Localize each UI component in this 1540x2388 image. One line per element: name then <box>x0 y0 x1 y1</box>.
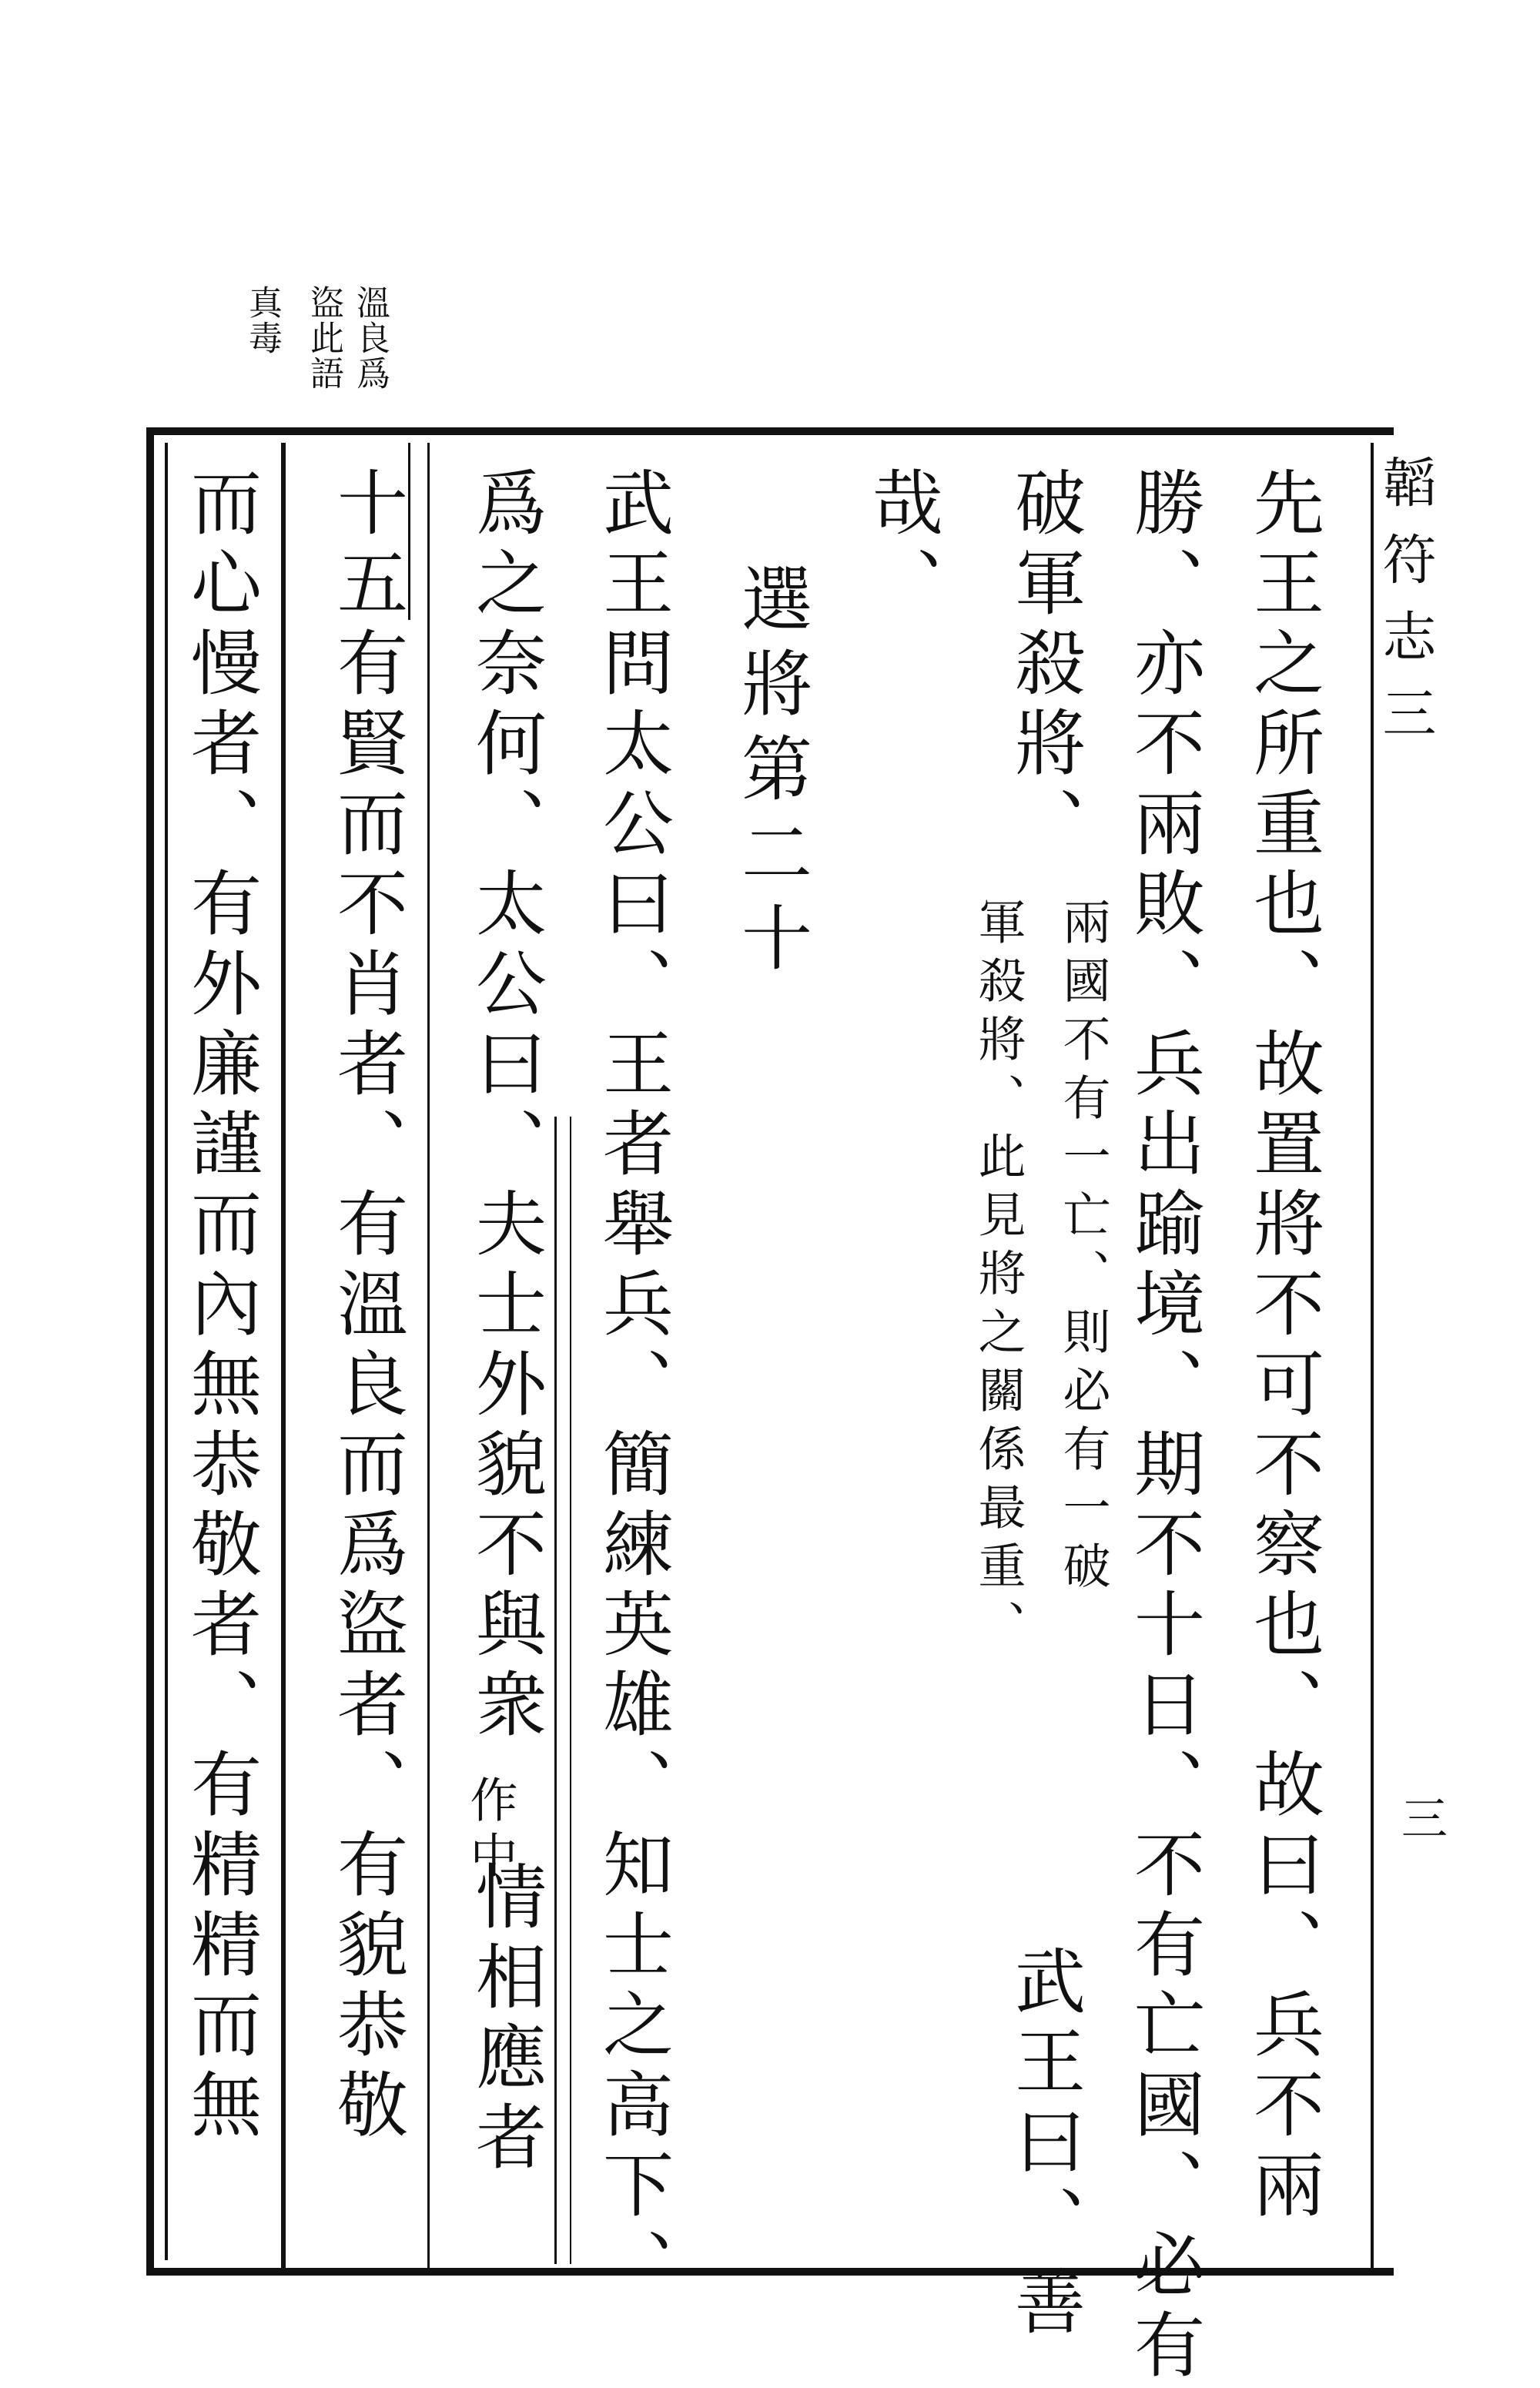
running-head-area <box>1374 431 1437 1355</box>
chapter-title: 選將第二十 <box>730 562 812 986</box>
folio-number: 三 <box>1394 1794 1448 1851</box>
column-rule-1 <box>427 443 430 2268</box>
column-rule-right <box>1371 443 1374 2268</box>
text-column-6-tail: 情相應者 <box>464 1860 547 2180</box>
text-column-7: 十五有賢而不肖者、有溫良而爲盜者、有貌恭敬 <box>326 466 408 2148</box>
text-column-8: 而心慢者、有外廉謹而內無恭敬者、有精精而無 <box>179 466 262 2148</box>
text-column-3: 破軍殺將、 <box>1003 466 1086 866</box>
marginal-note-line-1: 溫良爲 <box>350 285 390 391</box>
inline-note-column-6: 作中 <box>462 1775 518 1886</box>
text-column-6: 爲之奈何、太公曰、夫士外貌不與衆 <box>464 466 547 1747</box>
text-column-5: 武王問太公曰、王者舉兵、簡練英雄、知士之高下、 <box>591 466 674 2308</box>
column-rule-5 <box>408 443 410 620</box>
text-column-4: 哉、 <box>861 466 943 626</box>
text-column-2: 勝、亦不兩敗、兵出踰境、期不十日、不有亡國、必有 <box>1123 466 1205 2388</box>
commentary-column-3a: 兩國不有一亡、則必有一破 <box>1055 897 1111 1599</box>
commentary-column-3b: 軍殺將、此見將之關係最重、 <box>970 897 1026 1658</box>
column-rule-4 <box>570 1117 571 2264</box>
column-rule-2 <box>281 443 286 2268</box>
column-rule-3 <box>554 1117 557 2264</box>
text-column-1: 先王之所重也、故置將不可不察也、故曰、兵不兩 <box>1242 466 1324 2228</box>
running-head: 韜符志三 <box>1374 454 1437 762</box>
text-column-3-tail: 武王曰、善 <box>1003 1944 1086 2345</box>
marginal-note-line-2: 盜此語 <box>304 285 343 391</box>
marginal-note-line-3: 真毒 <box>243 285 282 356</box>
